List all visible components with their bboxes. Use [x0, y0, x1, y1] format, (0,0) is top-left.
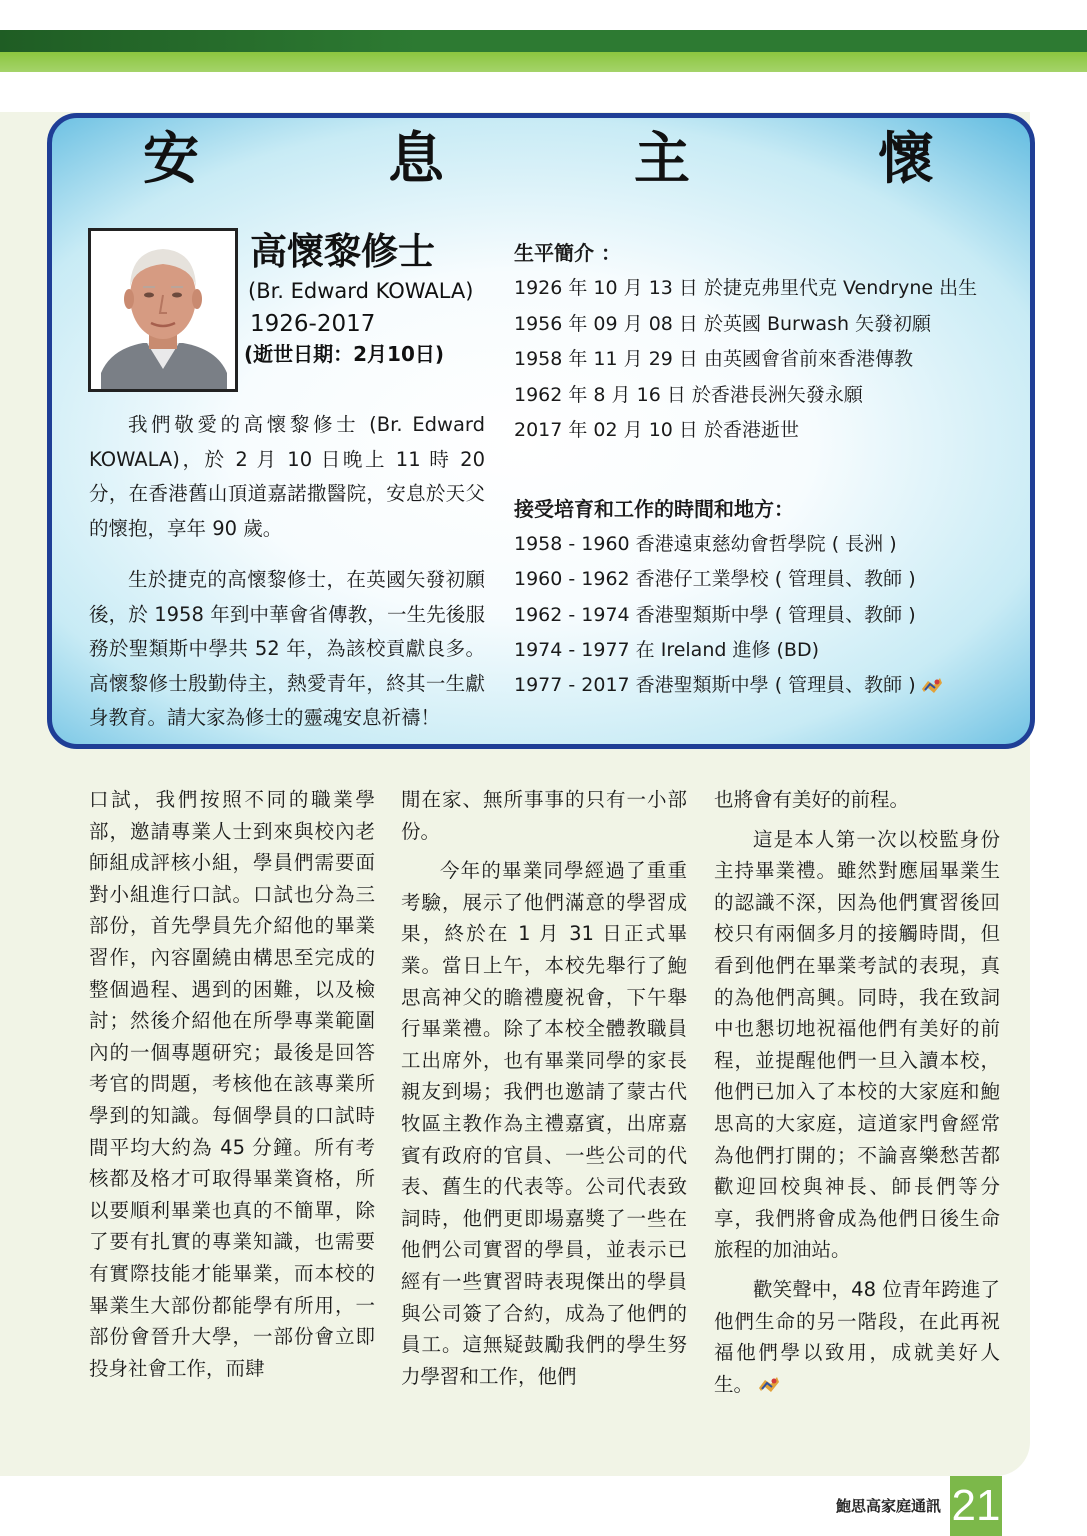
intro-paragraph: 我們敬愛的高懷黎修士 (Br. Edward KOWALA)，於 2 月 10 日晚上 11 時 20 分，在香港舊山頂道嘉諾撒醫院，安息於天父的懷抱，享年 90 歲。	[89, 413, 485, 540]
article-paragraph: 口試，我們按照不同的職業學部，邀請專業人士到來與校內老師組成評核小組，學員們需要面對小組進行口試。口試也分為三部份，首先學員先介紹他的畢業習作，內容圍繞由構思至完成的整個過程、遇到的困難，以及檢討；然後介紹他在所學專業範圍內的一個專題研究；最後是回答考官的問題，考核他在該專業所學到的知識。每個學員的口試時間平均大約為 45 分鐘。所有考核都及格才可取得畢業資格，所以要順利畢業也真的不簡單，除了要有扎實的專業知識，也需要有實際技能才能畢業，而本校的畢業生大部份都能學有所用，一部份會晉升大學，一部份會立即投身社會工作，而肆	[89, 788, 375, 1380]
education-item: 1962 - 1974 香港聖類斯中學 ( 管理員、教師 )	[514, 603, 916, 626]
bio-item: 1926 年 10 月 13 日 於捷克弗里代克 Vendryne 出生	[514, 277, 978, 299]
education-item: 1974 - 1977 在 Ireland 進修 (BD)	[514, 638, 820, 661]
education-heading: 接受培育和工作的時間和地方：	[514, 497, 794, 521]
publication-name: 鮑思高家庭通訊	[836, 1497, 942, 1515]
article-column-2	[401, 784, 687, 1392]
intro-paragraph: 生於捷克的高懷黎修士，在英國矢發初願後，於 1958 年到中華會省傳教，一生先後服務於聖類斯中學共 52 年，為該校貢獻良多。高懷黎修士殷勤侍主，熱愛青年，終其一生獻身教育。請大家為修士的靈魂安息祈禱！	[89, 568, 485, 729]
bio-list	[514, 271, 977, 449]
heading-char-4: 懷	[878, 127, 934, 192]
death-date: (逝世日期：2月10日)	[244, 342, 445, 366]
education-list	[514, 527, 944, 703]
bio-item: 1958 年 11 月 29 日 由英國會省前來香港傳教	[514, 348, 913, 370]
article-paragraph: 這是本人第一次以校監身份主持畢業禮。雖然對應屆畢業生的認識不深，因為他們實習後回校只有兩個多月的接觸時間，但看到他們在畢業考試的表現，真的為他們高興。同時，我在致詞中也懇切地祝福他們有美好的前程，並提醒他們一旦入讀本校，他們已加入了本校的大家庭和鮑思高的大家庭，這道家門會經常為他們打開的；不論喜樂愁苦都歡迎回校與神長、師長們等分享，我們將會成為他們日後生命旅程的加油站。	[714, 827, 1000, 1262]
education-item-last	[514, 668, 944, 703]
article-column-1	[89, 784, 375, 1384]
bio-item: 1962 年 8 月 16 日 於香港長洲矢發永願	[514, 383, 863, 406]
bio-item: 2017 年 02 月 10 日 於香港逝世	[514, 419, 799, 441]
article-paragraph: 也將會有美好的前程。	[714, 788, 910, 811]
bio-heading: 生平簡介 ：	[514, 241, 621, 265]
heading-char-3: 主	[634, 127, 690, 192]
article-column-3	[714, 784, 1000, 1400]
name-chinese: 高懷黎修士	[250, 230, 435, 273]
salesian-emblem-icon	[757, 1374, 781, 1396]
salesian-emblem-icon	[920, 675, 944, 697]
article-text: 歡笑聲中，48 位青年跨進了他們生命的另一階段，在此再祝福他們學以致用，成就美好人生。	[714, 1277, 1000, 1396]
education-item: 1958 - 1960 香港遠東慈幼會哲學院 ( 長洲 )	[514, 533, 897, 555]
education-item: 1960 - 1962 香港仔工業學校 ( 管理員、教師 )	[514, 568, 916, 591]
article-paragraph: 今年的畢業同學經過了重重考驗，展示了他們滿意的學習成果，終於在 1 月 31 日正式畢業。當日上午，本校先舉行了鮑思高神父的瞻禮慶祝會，下午舉行畢業禮。除了本校全體教職員工出席外，也有畢業同學的家長親友到場；我們也邀請了蒙古代牧區主教作為主禮嘉賓，出席嘉賓有政府的官員、一些公司的代表、舊生的代表等。公司代表致詞時，他們更即場嘉獎了一些在他們公司實習的學員，並表示已經有一些實習時表現傑出的學員與公司簽了合約，成為了他們的員工。這無疑鼓勵我們的學生努力學習和工作，他們	[401, 859, 687, 1388]
name-english: (Br. Edward KOWALA)	[248, 279, 474, 303]
portrait-photo	[88, 228, 238, 392]
article-paragraph: 閒在家、無所事事的只有一小部份。	[401, 788, 687, 843]
top-color-band	[0, 0, 1087, 72]
life-years: 1926-2017	[250, 311, 376, 337]
article-paragraph-last	[714, 1274, 1000, 1400]
heading-char-2: 息	[388, 127, 444, 192]
education-item: 1977 - 2017 香港聖類斯中學 ( 管理員、教師 )	[514, 674, 916, 697]
page-number: 21	[950, 1476, 1002, 1536]
bio-item: 1956 年 09 月 08 日 於英國 Burwash 矢發初願	[514, 312, 932, 335]
intro-text	[89, 408, 485, 736]
heading-char-1: 安	[143, 127, 199, 192]
